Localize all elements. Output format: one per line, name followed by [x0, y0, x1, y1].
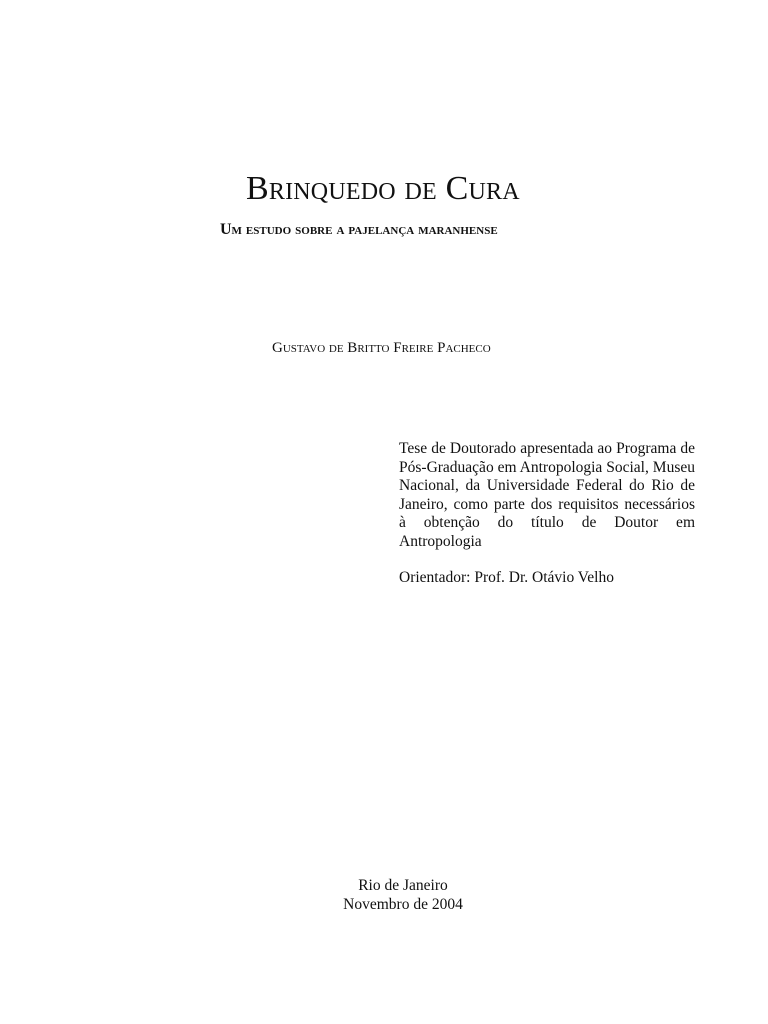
document-title: Brinquedo de Cura	[246, 170, 520, 207]
date: Novembro de 2004	[343, 895, 463, 913]
document-subtitle: Um estudo sobre a pajelança maranhense	[220, 221, 498, 238]
place-and-date	[0, 877, 768, 914]
advisor-line: Orientador: Prof. Dr. Otávio Velho	[399, 569, 614, 586]
author-name: Gustavo de Britto Freire Pacheco	[272, 340, 491, 356]
thesis-description: Tese de Doutorado apresentada ao Programa de Pós-Graduação em Antropologia Social, Museu Nacional, da Universidade Federal do Rio de Janeiro, como parte dos requisitos necessários à obtenção do título de Doutor em Antropologia	[399, 440, 695, 550]
thesis-info	[399, 440, 695, 588]
city: Rio de Janeiro	[358, 877, 448, 894]
